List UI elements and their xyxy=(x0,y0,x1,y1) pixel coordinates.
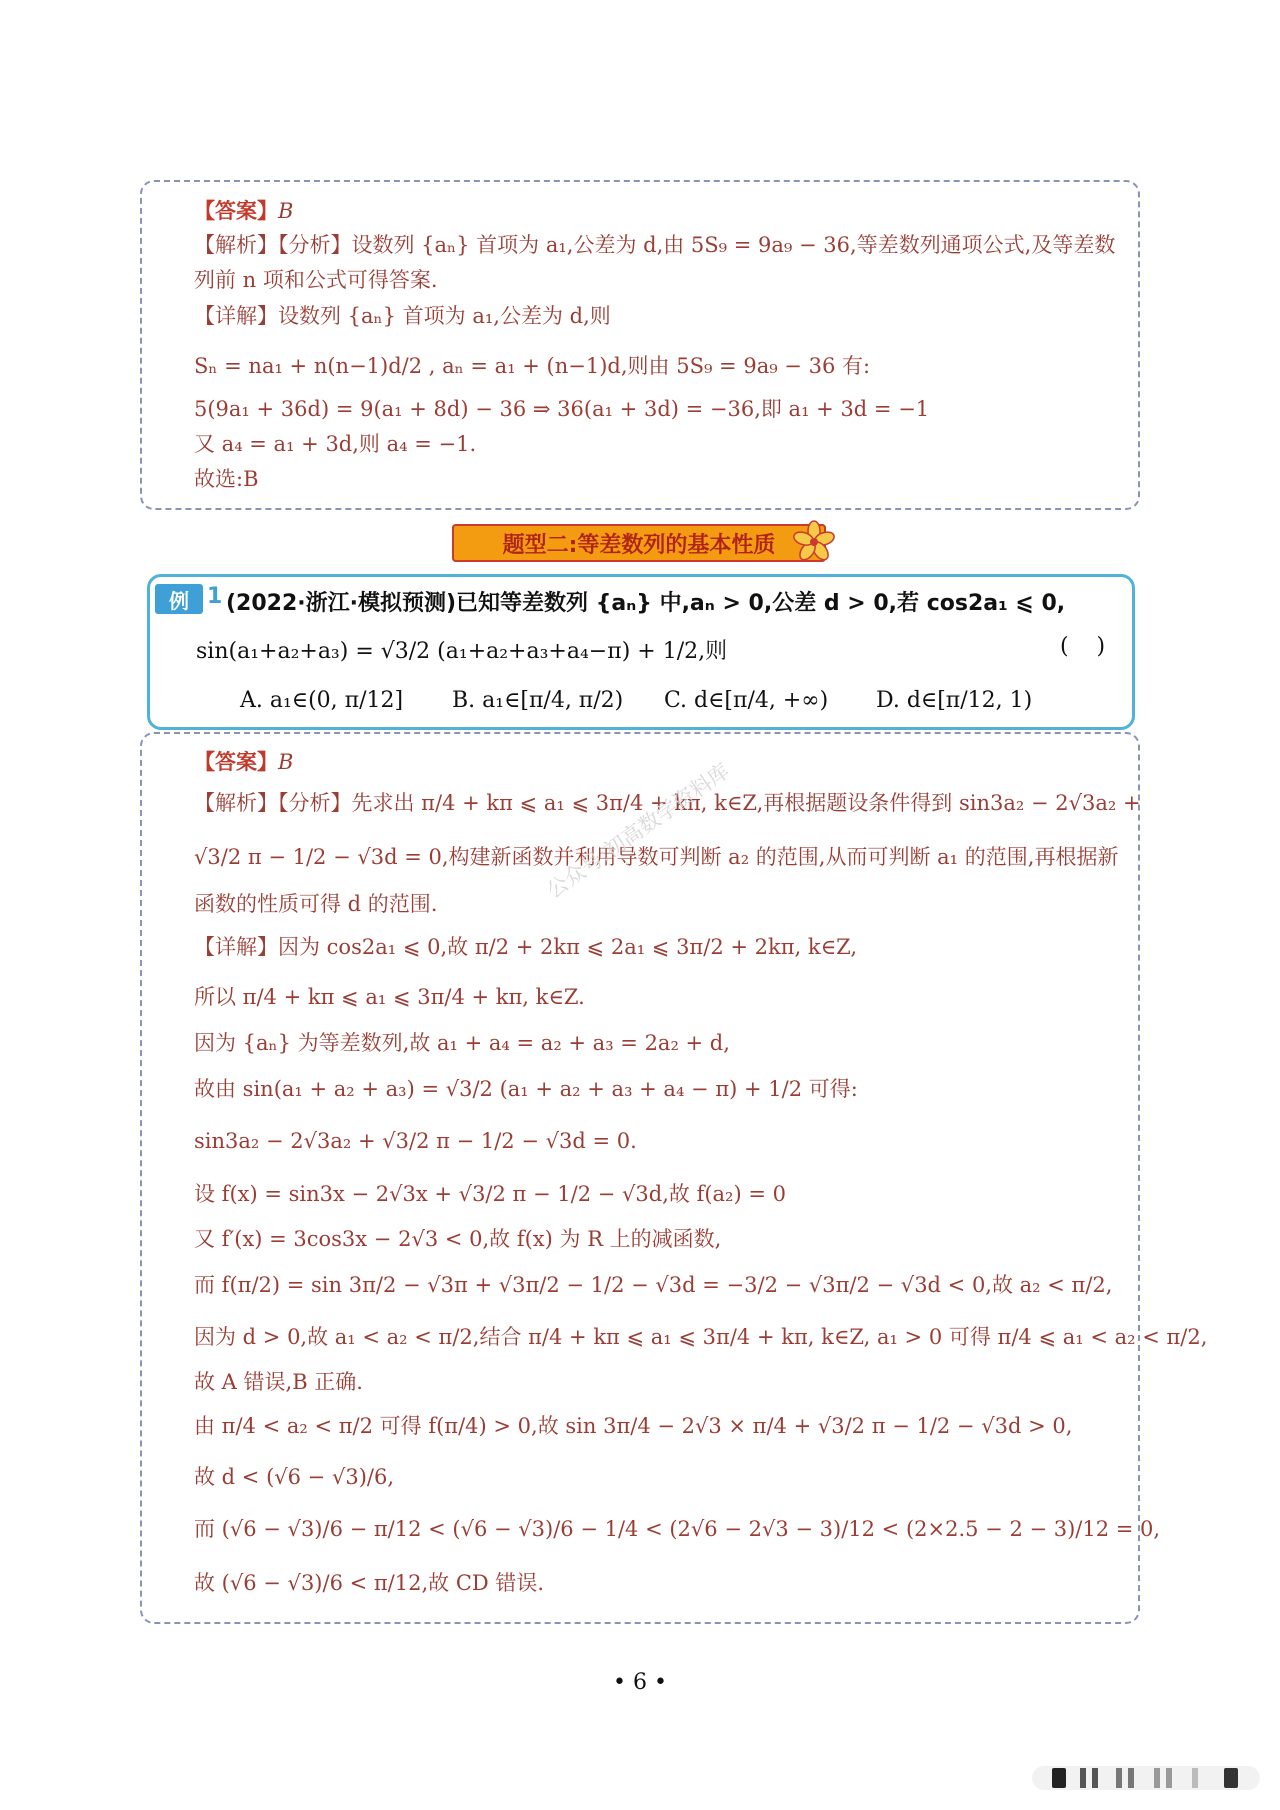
solution-line: 又 f′(x) = 3cos3x − 2√3 < 0,故 f(x) 为 R 上的减函数, xyxy=(194,1227,722,1251)
answer-line-2 xyxy=(194,750,293,774)
solution-box-1 xyxy=(140,180,1140,510)
answer-tag: 【答案】 xyxy=(194,749,278,774)
option-d: D. d∈[π/12, 1) xyxy=(876,688,1033,713)
solution-line: 而 f(π/2) = sin 3π/2 − √3π + √3π/2 − 1/2 − √3d = −3/2 − √3π/2 − √3d < 0,故 a₂ < π/2, xyxy=(194,1273,1113,1297)
solution-line: 【解析】【分析】先求出 π/4 + kπ ⩽ a₁ ⩽ 3π/4 + kπ, k∈Z,再根据题设条件得到 sin3a₂ − 2√3a₂ + xyxy=(194,791,1141,815)
solution-line: 因为 d > 0,故 a₁ < a₂ < π/2,结合 π/4 + kπ ⩽ a₁ ⩽ 3π/4 + kπ, k∈Z, a₁ > 0 可得 π/4 ⩽ a₁ < a₂ < π/2, xyxy=(194,1325,1208,1349)
solution-line: 【详解】因为 cos2a₁ ⩽ 0,故 π/2 + 2kπ ⩽ 2a₁ ⩽ 3π/2 + 2kπ, k∈Z, xyxy=(194,935,858,959)
answer-value: B xyxy=(278,750,294,774)
example-question-line-1: (2022·浙江·模拟预测)已知等差数列 {aₙ} 中,aₙ > 0,公差 d > 0,若 cos2a₁ ⩽ 0, xyxy=(226,591,1066,616)
detail-line-5: 故选:B xyxy=(194,467,259,491)
solution-line: 故 (√6 − √3)/6 < π/12,故 CD 错误. xyxy=(194,1571,545,1595)
answer-blank: ( ) xyxy=(1060,634,1106,659)
solution-line: √3/2 π − 1/2 − √3d = 0,构建新函数并利用导数可判断 a₂ 的范围,从而可判断 a₁ 的范围,再根据新 xyxy=(194,845,1119,869)
option-a: A. a₁∈(0, π/12] xyxy=(240,688,404,713)
detail-line-3: 5(9a₁ + 36d) = 9(a₁ + 8d) − 36 ⇒ 36(a₁ + 3d) = −36,即 a₁ + 3d = −1 xyxy=(194,397,930,421)
solution-line: 因为 {aₙ} 为等差数列,故 a₁ + a₄ = a₂ + a₃ = 2a₂ + d, xyxy=(194,1031,730,1055)
answer-tag: 【答案】 xyxy=(194,198,278,223)
solution-line: 故 d < (√6 − √3)/6, xyxy=(194,1465,394,1489)
solution-line: 函数的性质可得 d 的范围. xyxy=(194,892,438,916)
page-number: • 6 • xyxy=(613,1670,667,1695)
option-b: B. a₁∈[π/4, π/2) xyxy=(452,688,624,713)
section-heading-text: 题型二:等差数列的基本性质 xyxy=(502,532,776,558)
analysis-line-1: 【解析】【分析】设数列 {aₙ} 首项为 a₁,公差为 d,由 5S₉ = 9a₉ − 36,等差数列通项公式,及等差数 xyxy=(194,233,1116,257)
section-heading xyxy=(452,524,826,562)
solution-line: 设 f(x) = sin3x − 2√3x + √3/2 π − 1/2 − √3d,故 f(a₂) = 0 xyxy=(194,1182,786,1206)
example-number: 1 xyxy=(207,584,223,609)
option-c: C. d∈[π/4, +∞) xyxy=(664,688,829,713)
logo-icon xyxy=(1030,1762,1260,1794)
flower-icon xyxy=(792,520,836,564)
solution-line: 而 (√6 − √3)/6 − π/12 < (√6 − √3)/6 − 1/4 < (2√6 − 2√3 − 3)/12 < (2×2.5 − 2 − 3)/12 = 0, xyxy=(194,1517,1161,1541)
solution-line: 所以 π/4 + kπ ⩽ a₁ ⩽ 3π/4 + kπ, k∈Z. xyxy=(194,985,585,1009)
detail-line-2: Sₙ = na₁ + n(n−1)d/2 , aₙ = a₁ + (n−1)d,则由 5S₉ = 9a₉ − 36 有: xyxy=(194,354,871,378)
solution-line: 故由 sin(a₁ + a₂ + a₃) = √3/2 (a₁ + a₂ + a₃ + a₄ − π) + 1/2 可得: xyxy=(194,1077,858,1101)
analysis-line-2: 列前 n 项和公式可得答案. xyxy=(194,268,438,292)
detail-line-1: 【详解】设数列 {aₙ} 首项为 a₁,公差为 d,则 xyxy=(194,304,611,328)
watermark: 公众号:初高数学资料库 xyxy=(542,758,734,903)
solution-line: 故 A 错误,B 正确. xyxy=(194,1370,363,1394)
solution-line: sin3a₂ − 2√3a₂ + √3/2 π − 1/2 − √3d = 0. xyxy=(194,1129,637,1153)
solution-line: 由 π/4 < a₂ < π/2 可得 f(π/4) > 0,故 sin 3π/4 − 2√3 × π/4 + √3/2 π − 1/2 − √3d > 0, xyxy=(194,1414,1073,1438)
example-question-line-2: sin(a₁+a₂+a₃) = √3/2 (a₁+a₂+a₃+a₄−π) + 1/2,则 xyxy=(196,639,728,664)
answer-line-1 xyxy=(194,199,293,223)
example-badge: 例 xyxy=(155,584,203,614)
answer-value: B xyxy=(278,199,294,223)
detail-line-4: 又 a₄ = a₁ + 3d,则 a₄ = −1. xyxy=(194,432,477,456)
